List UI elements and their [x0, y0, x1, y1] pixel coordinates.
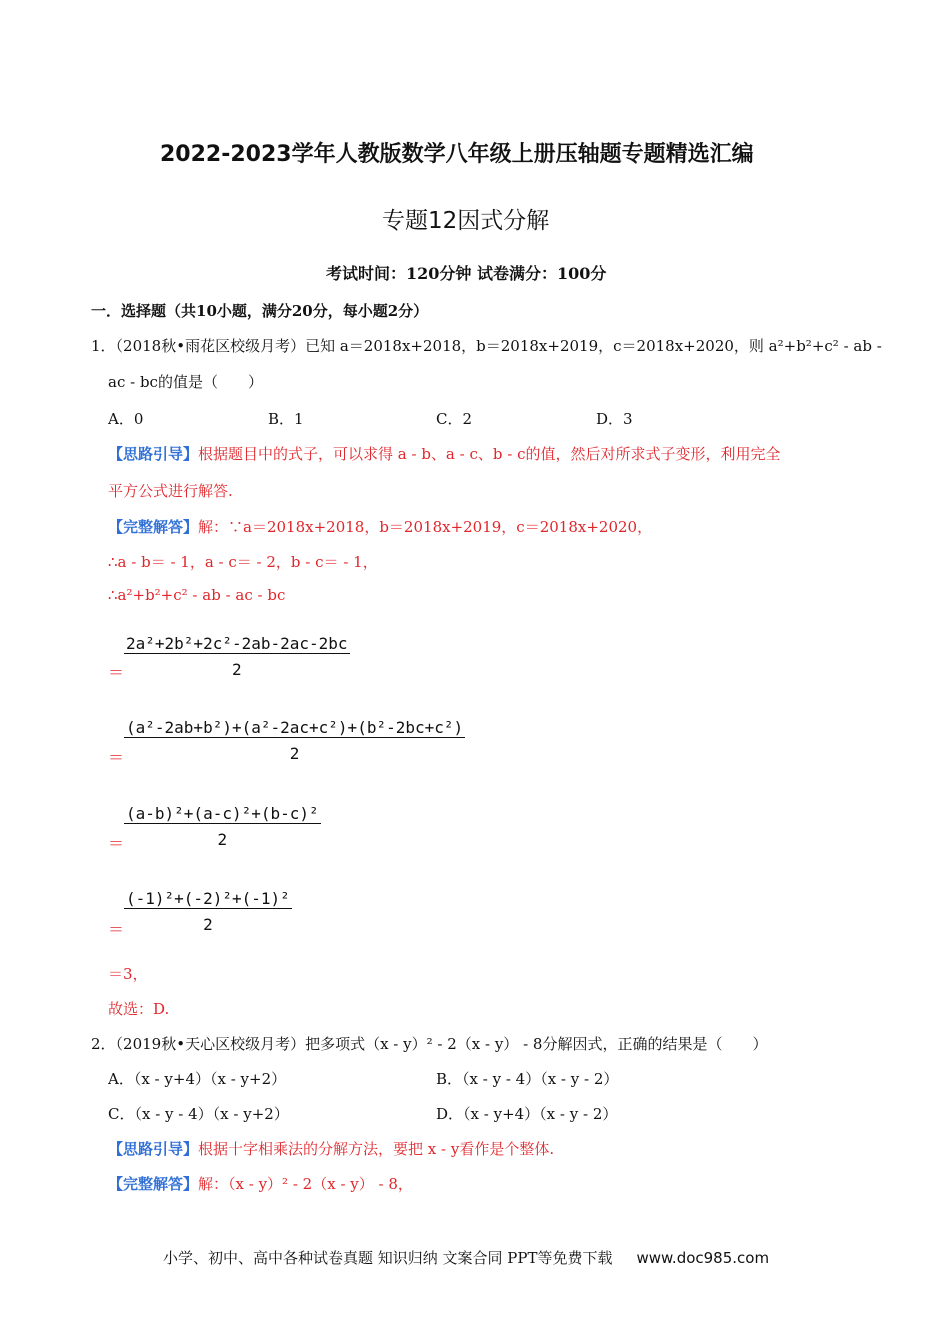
fraction-bar	[124, 908, 292, 909]
q2-option-b: B．（x - y - 4）（x - y - 2）	[436, 1070, 619, 1088]
fraction-numerator: 2a²+2b²+2c²-2ab-2ac-2bc	[126, 634, 348, 653]
q2-option-c: C．（x - y - 4）（x - y+2）	[108, 1105, 289, 1123]
q2-option-a: A．（x - y+4）（x - y+2）	[108, 1070, 287, 1088]
q2-solution-label: 【完整解答】	[108, 1175, 199, 1193]
q1-solution-label: 【完整解答】	[108, 518, 199, 536]
document-title: 2022-2023学年人教版数学八年级上册压轴题专题精选汇编	[160, 142, 754, 167]
equals-sign: ＝	[108, 834, 125, 853]
q1-hint-text: 根据题目中的式子，可以求得 a - b、a - c、b - c的值，然后对所求式子变形，利用完全	[198, 445, 781, 463]
equals-sign: ＝	[108, 920, 125, 939]
fraction-numerator: (a-b)²+(a-c)²+(b-c)²	[126, 804, 319, 823]
q1-solution-line2: ∴a - b＝ - 1，a - c＝ - 2，b - c＝ - 1，	[108, 553, 378, 571]
equals-sign: ＝	[108, 748, 125, 767]
q2-hint-label: 【思路引导】	[108, 1140, 199, 1158]
section-heading: 一．选择题（共10小题，满分20分，每小题2分）	[91, 302, 429, 320]
fraction-bar	[124, 737, 465, 738]
fraction-step-2	[124, 718, 465, 763]
fraction-numerator: (a²-2ab+b²)+(a²-2ac+c²)+(b²-2bc+c²)	[126, 718, 464, 737]
q2-hint	[108, 1138, 554, 1159]
q1-stem-line1: 1．（2018秋•雨花区校级月考）已知 a＝2018x+2018，b＝2018x+2019，c＝2018x+2020，则 a²+b²+c² - ab -	[91, 337, 882, 355]
fraction-numerator: (-1)²+(-2)²+(-1)²	[126, 889, 290, 908]
footer-url[interactable]: www.doc985.com	[636, 1249, 770, 1267]
q1-option-b: B．1	[268, 410, 304, 428]
q1-solution	[108, 516, 652, 537]
fraction-step-3	[124, 804, 321, 849]
q2-stem: 2．（2019秋•天心区校级月考）把多项式（x - y）² - 2（x - y） - 8分解因式，正确的结果是（ ）	[91, 1035, 768, 1053]
q2-solution	[108, 1173, 413, 1194]
q1-answer: 故选：D.	[108, 1000, 170, 1018]
fraction-denominator: 2	[231, 660, 242, 679]
q1-hint-line2: 平方公式进行解答.	[108, 482, 233, 500]
q1-option-c: C．2	[436, 410, 473, 428]
page-footer	[163, 1247, 769, 1268]
fraction-step-1	[124, 634, 350, 679]
q2-solution-text: 解：（x - y）² - 2（x - y） - 8，	[198, 1175, 413, 1193]
equals-sign: ＝	[108, 663, 125, 682]
q1-result: ＝3，	[108, 965, 148, 983]
q1-option-d: D．3	[596, 410, 633, 428]
q1-option-a: A．0	[108, 410, 144, 428]
q1-solution-line3: ∴a²+b²+c² - ab - ac - bc	[108, 586, 286, 604]
fraction-denominator: 2	[289, 744, 300, 763]
fraction-step-4	[124, 889, 292, 934]
q2-option-d: D．（x - y+4）（x - y - 2）	[436, 1105, 618, 1123]
footer-text: 小学、初中、高中各种试卷真题 知识归纳 文案合同 PPT等免费下载	[163, 1249, 613, 1267]
fraction-denominator: 2	[217, 830, 228, 849]
fraction-bar	[124, 653, 350, 654]
q2-hint-text: 根据十字相乘法的分解方法，要把 x - y看作是个整体.	[198, 1140, 555, 1158]
fraction-bar	[124, 823, 321, 824]
fraction-denominator: 2	[203, 915, 213, 934]
q1-stem-line2: ac - bc的值是（ ）	[108, 373, 263, 391]
q1-hint	[108, 443, 781, 464]
q1-hint-label: 【思路引导】	[108, 445, 199, 463]
exam-meta: 考试时间：120分钟 试卷满分：100分	[326, 264, 607, 283]
document-subtitle: 专题12因式分解	[382, 208, 550, 234]
q1-solution-line1: 解：∵a＝2018x+2018，b＝2018x+2019，c＝2018x+2020，	[198, 518, 653, 536]
